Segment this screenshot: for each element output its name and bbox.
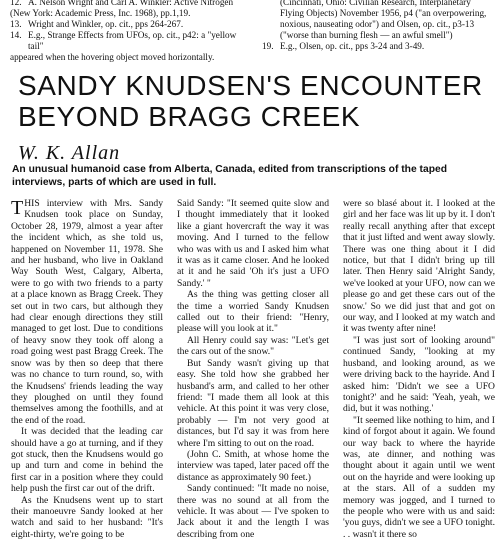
footnotes-left-column xyxy=(10,0,238,63)
footnote-continuation: (New York: Academic Press, Inc. 1968), pp.1,19. xyxy=(10,8,191,18)
paragraph: Said Sandy: "It seemed quite slow and I thought immediately that it looked like a giant hovercraft the way it was moving. And I turned to the fellow who was with us and I asked him what it was as it came closer. And he looked at it and he said 'Oh it's just a UFO Sandy.' " xyxy=(177,198,329,289)
paragraph: As the Knudsens went up to start their manoeuvre Sandy looked at her watch and said to her husband: "It's eight-thirty, we're going to be xyxy=(11,494,163,540)
footnote-continuation: appeared when the hovering object moved horizontally. xyxy=(10,52,215,62)
footnotes-right-column xyxy=(262,0,492,52)
footnote-number xyxy=(262,8,280,19)
footnote-number: 13. xyxy=(10,19,22,29)
footnote-14 xyxy=(10,30,238,52)
footnote-number xyxy=(262,0,280,8)
footnote-text: noxious, nauseating odor") and Olsen, op. cit., p3-13 xyxy=(280,19,475,29)
drop-cap: T xyxy=(11,197,24,219)
paragraph: (John C. Smith, at whose home the interview was taped, later paced off the distance as approximately 90 feet.) xyxy=(177,448,329,483)
footnote-number xyxy=(262,30,280,41)
footnote-text: A. Nelson Wright and Carl A. Winkler: Active Nitrogen xyxy=(28,0,234,7)
article-intro: An unusual humanoid case from Alberta, Canada, edited from transcriptions of the taped interviews, parts of which are used in full. xyxy=(12,164,448,188)
paragraph: were so blasé about it. I looked at the girl and her face was lit up by it. I don't really recall anything after that except that it just lifted and went away slowly. There was one thing about it I did notice, but that I didn't bring up till later. Then Henry said 'Alright Sandy, we've looked at your UFO, now can we please go and get these cars out of the snow.' So we did just that and got on our way, and I looked at my watch and it was twenty after nine! xyxy=(343,198,495,335)
title-line-2: BEYOND BRAGG CREEK xyxy=(18,101,361,132)
footnote-12 xyxy=(10,0,238,8)
paragraph: It was decided that the leading car should have a go at turning, and if they got stuck, then the Knudsens would go up and turn and come in behind the first car in a position where they could help push the first car out of the drift. xyxy=(11,426,163,495)
article-body xyxy=(11,197,495,540)
footnote-line xyxy=(262,30,492,41)
paragraph: "I was just sort of looking around" continued Sandy, "looking at my husband, and looking around, as we were driving back to the hayride. And I asked him: 'Didn't we see a UFO tonight?' and he said: 'Yeah, yeah, we did, but it was nothing.' xyxy=(343,334,495,415)
title-line-1: SANDY KNUDSEN'S ENCOUNTER xyxy=(18,70,483,101)
footnote-text: (Cincinnati, Ohio: Civilian Research, Interplanetary xyxy=(280,0,471,7)
article-header xyxy=(18,70,488,165)
paragraph: All Henry could say was: "Let's get the cars out of the snow." xyxy=(177,334,329,358)
article-title xyxy=(18,70,488,132)
footnote-line xyxy=(262,8,492,19)
footnote-number xyxy=(262,19,280,30)
paragraph-text: HIS interview with Mrs. Sandy Knudsen took place on Sunday, October 28, 1979, almost a year after the incident which, as she told us, happened on November 11, 1978. She and her husband, who live in Oakland Way South West, Calgary, Alberta, were to go with two friends to a party at a place known as Bragg Creek. They set out in two cars, but although they had clear enough directions they still managed to get lost. Due to conditions of heavy snow they took off along a road going west past Bragg Creek. The snow was by then so deep that there was no chance to turn round, so, with the Knudsens' friends leading the way they ploughed on until they found themselves among the foothills, and at the end of the road. xyxy=(11,198,163,426)
paragraph xyxy=(11,198,163,426)
footnote-number: 14. xyxy=(10,30,22,40)
footnote-line xyxy=(262,19,492,30)
author-byline: W. K. Allan xyxy=(18,142,121,164)
column-3 xyxy=(343,198,495,540)
footnotes-section xyxy=(0,0,500,64)
paragraph: As the thing was getting closer all the time a worried Sandy Knudsen called out to their friend: "Henry, please will you look at it." xyxy=(177,289,329,335)
paragraph: Sandy continued: "It made no noise, there was no sound at all from the vehicle. It was about — I've spoken to Jack about it and the length I was describing from one xyxy=(177,483,329,540)
column-2 xyxy=(177,198,329,540)
footnote-13 xyxy=(10,19,238,30)
footnote-text: Wright and Winkler, op. cit., pps 264-267. xyxy=(28,19,184,29)
footnote-line xyxy=(262,0,492,8)
paragraph: But Sandy wasn't giving up that easy. She told how she grabbed her husband's arm, and called to her other friend: "I made them all look at this vehicle. At this point it was very close, probably — I'm not very good at distances, but I'd say it was from here where I'm sitting to out on the road. xyxy=(177,357,329,449)
column-1 xyxy=(11,197,163,540)
footnote-text: Flying Objects) November 1956, p4 ("an overpowering, xyxy=(280,8,487,18)
footnote-text: ("worse than burning flesh — an awful smell") xyxy=(280,30,453,40)
footnote-number: 12. xyxy=(10,0,22,7)
paragraph: "It seemed like nothing to him, and I kind of forgot about it again. We found our way back to where the hayride was, ate dinner, and nothing was thought about it again until we went out on the hayride and were looking up at the stars. All of a sudden my memory was jogged, and I turned to the people who were with us and said: 'you guys, didn't we see a UFO tonight. . . wasn't it there so xyxy=(343,414,495,540)
footnote-number: 19. xyxy=(262,41,274,51)
footnote-text: E.g., Strange Effects from UFOs, op. cit., p42: a "yellow tail" xyxy=(28,30,237,51)
footnote-19 xyxy=(262,41,492,52)
footnote-text: E.g., Olsen, op. cit., pps 3-24 and 3-49. xyxy=(280,41,425,51)
